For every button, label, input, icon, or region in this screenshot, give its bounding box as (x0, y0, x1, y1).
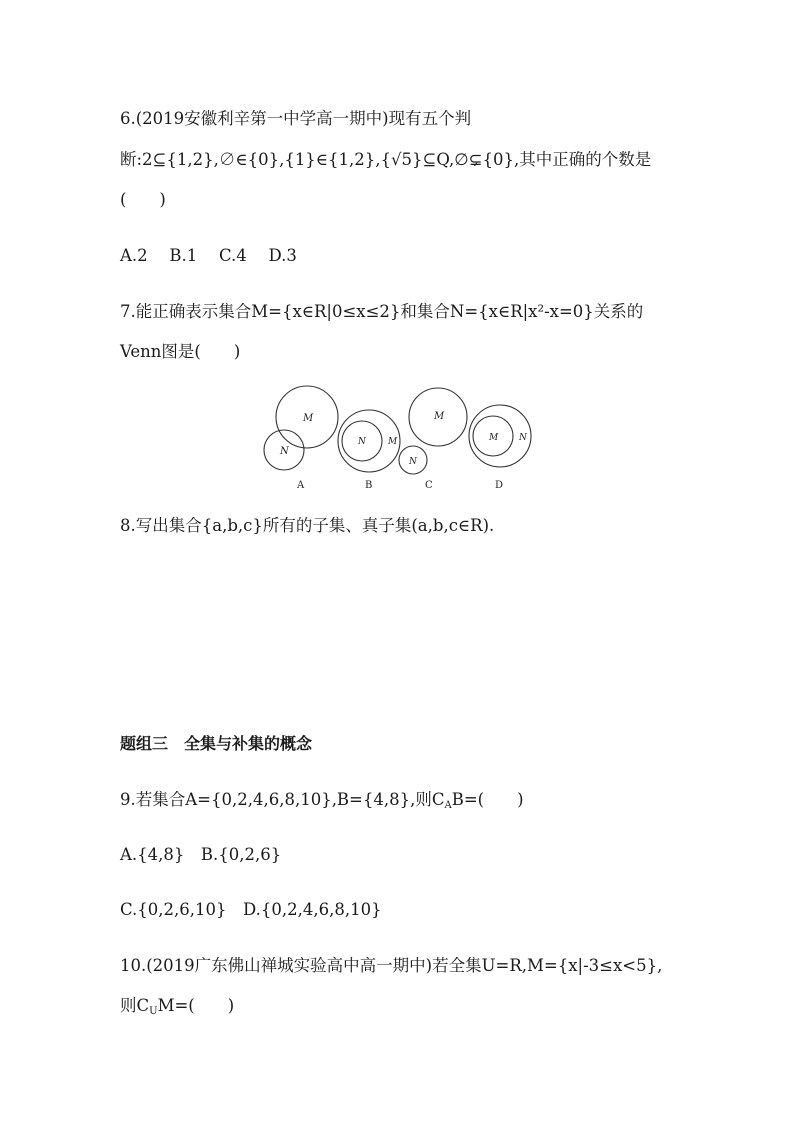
q7-line2: Venn图是( ) (120, 342, 241, 361)
q6-line2: 断:2⊆{1,2},∅∈{0},{1}∈{1,2},{√5}⊆Q,∅⊊{0},其中正确的个数是 (120, 150, 652, 169)
venn-d-label-m: M (489, 433, 499, 443)
q9-options-ab: A.{4,8} B.{0,2,6} (120, 845, 282, 864)
venn-panel-label-d: D (495, 480, 504, 491)
q9-complement-subscript: A (444, 800, 452, 811)
venn-panel-label-a: A (297, 480, 305, 491)
q10-line2-post: M=( ) (157, 996, 235, 1015)
q10-complement-subscript: U (149, 1006, 158, 1017)
venn-b-label-m: M (388, 437, 398, 447)
venn-diagram-figure (255, 380, 555, 495)
q10-line1: 10.(2019广东佛山禅城实验高中高一期中)若全集U=R,M={x|-3≤x<5}, (120, 956, 663, 975)
q9-options-cd: C.{0,2,6,10} D.{0,2,4,6,8,10} (120, 900, 382, 919)
venn-b-label-n: N (358, 437, 366, 447)
q7-line1: 7.能正确表示集合M={x∈R|0≤x≤2}和集合N={x∈R|x²-x=0}关系的 (120, 302, 644, 321)
venn-panel-label-b: B (365, 480, 373, 491)
q6-options: A.2 B.1 C.4 D.3 (120, 246, 297, 265)
venn-panel-label-c: C (425, 480, 433, 491)
q6-line1: 6.(2019安徽利辛第一中学高一期中)现有五个判 (120, 109, 472, 128)
section-heading: 题组三 全集与补集的概念 (120, 734, 313, 753)
venn-a-label-n: N (280, 446, 289, 457)
q9-line1 (120, 790, 524, 816)
q10-line2-pre: 则C (120, 996, 150, 1015)
q6-line3: ( ) (120, 190, 166, 209)
q9-line1-pre: 9.若集合A={0,2,4,6,8,10},B={4,8},则C (120, 790, 445, 809)
venn-a-label-m: M (303, 413, 314, 424)
q9-line1-post: B=( ) (451, 790, 524, 809)
venn-c-label-n: N (409, 457, 417, 467)
q10-line2 (120, 996, 234, 1022)
q8-line1: 8.写出集合{a,b,c}所有的子集、真子集(a,b,c∈R). (120, 516, 495, 535)
venn-c-label-m: M (434, 411, 445, 422)
venn-d-label-n: N (519, 433, 527, 443)
